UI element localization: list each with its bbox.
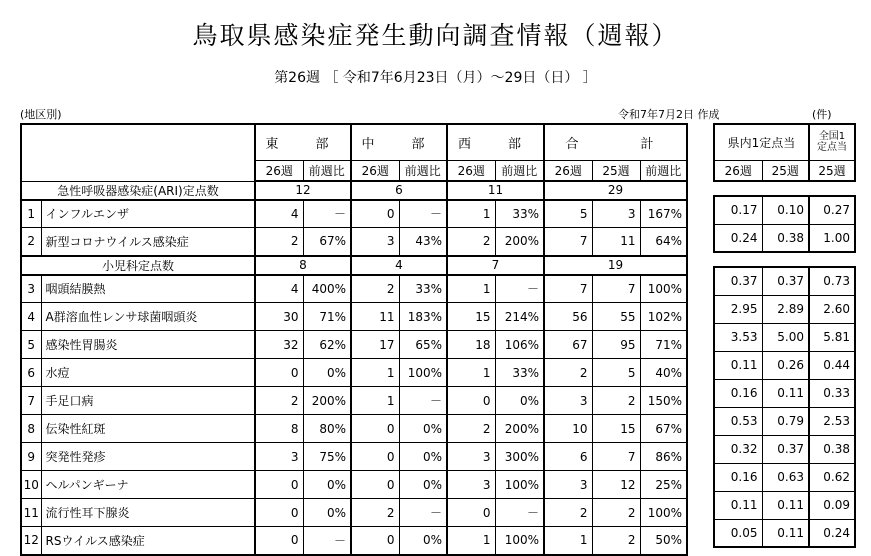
disease-number: 6 [21, 359, 41, 387]
pref-per-sentinel-26: 0.05 [714, 519, 762, 547]
national-per-sentinel-25: 1.00 [809, 224, 855, 252]
national-per-sentinel-25: 0.33 [809, 379, 855, 407]
disease-row [21, 471, 687, 499]
central-count: 11 [351, 303, 399, 331]
total-count-26: 3 [544, 387, 592, 415]
disease-name: 水痘 [41, 359, 255, 387]
side-row [714, 196, 855, 224]
pref-per-sentinel-25: 0.10 [762, 196, 809, 224]
total-ratio: 100% [640, 499, 687, 527]
side-header-national-line1: 全国1 [818, 131, 846, 143]
col-total-ratio: 前週比 [640, 160, 687, 181]
disease-number: 2 [21, 228, 41, 256]
disease-number: 5 [21, 331, 41, 359]
disease-number: 8 [21, 415, 41, 443]
disease-name: 伝染性紅斑 [41, 415, 255, 443]
east-count: 0 [255, 471, 303, 499]
pref-per-sentinel-26: 0.37 [714, 267, 762, 295]
total-ratio: 67% [640, 415, 687, 443]
west-count: 2 [447, 415, 495, 443]
side-header-national-line2: 定点当 [817, 142, 847, 154]
pref-per-sentinel-25: 0.63 [762, 463, 809, 491]
disease-number: 11 [21, 499, 41, 527]
regional-table [20, 123, 688, 556]
east-ratio: 200% [303, 387, 351, 415]
disease-row [21, 303, 687, 331]
disease-name: 流行性耳下腺炎 [41, 499, 255, 527]
national-per-sentinel-25: 0.27 [809, 196, 855, 224]
col-total-26: 26週 [544, 160, 592, 181]
pref-per-sentinel-25: 5.00 [762, 323, 809, 351]
disease-name: インフルエンザ [41, 200, 255, 228]
disease-row [21, 527, 687, 555]
central-ratio: 33% [399, 275, 447, 303]
side-row [714, 519, 855, 547]
side-row [714, 463, 855, 491]
total-count-26: 5 [544, 200, 592, 228]
disease-name: 咽頭結膜熱 [41, 275, 255, 303]
west-count: 3 [447, 471, 495, 499]
side-row [714, 295, 855, 323]
pref-per-sentinel-25: 0.37 [762, 435, 809, 463]
pref-per-sentinel-26: 0.32 [714, 435, 762, 463]
total-ratio: 86% [640, 443, 687, 471]
report-title: 鳥取県感染症発生動向調査情報（週報） [192, 21, 679, 50]
side-row [714, 407, 855, 435]
west-ratio: 33% [495, 200, 544, 228]
west-ratio: 300% [495, 443, 544, 471]
east-count: 0 [255, 359, 303, 387]
central-count: 2 [351, 275, 399, 303]
east-count: 32 [255, 331, 303, 359]
pref-per-sentinel-26: 0.16 [714, 463, 762, 491]
corner-cell [21, 124, 255, 181]
central-count: 2 [351, 499, 399, 527]
disease-row [21, 415, 687, 443]
disease-row [21, 228, 687, 256]
total-count-25: 2 [592, 527, 640, 555]
disease-number: 12 [21, 527, 41, 555]
east-ratio: 71% [303, 303, 351, 331]
disease-number: 1 [21, 200, 41, 228]
east-ratio: 0% [303, 359, 351, 387]
sentinel-count-east: 12 [255, 181, 351, 200]
section-name: 急性呼吸器感染症(ARI)定点数 [21, 181, 255, 200]
west-count: 1 [447, 527, 495, 555]
sentinel-count-west: 11 [447, 181, 544, 200]
total-ratio: 71% [640, 331, 687, 359]
national-per-sentinel-25: 2.60 [809, 295, 855, 323]
total-count-25: 11 [592, 228, 640, 256]
pref-per-sentinel-25: 0.37 [762, 267, 809, 295]
col-west-26: 26週 [447, 160, 495, 181]
east-count: 2 [255, 228, 303, 256]
national-per-sentinel-25: 2.53 [809, 407, 855, 435]
disease-number: 10 [21, 471, 41, 499]
total-count-26: 2 [544, 359, 592, 387]
disease-row [21, 359, 687, 387]
west-ratio: 33% [495, 359, 544, 387]
central-count: 1 [351, 387, 399, 415]
east-count: 3 [255, 443, 303, 471]
disease-row [21, 499, 687, 527]
side-row [714, 351, 855, 379]
region-label: (地区別) [20, 108, 62, 121]
central-count: 1 [351, 359, 399, 387]
total-ratio: 102% [640, 303, 687, 331]
west-ratio: 100% [495, 471, 544, 499]
east-count: 8 [255, 415, 303, 443]
east-ratio: 75% [303, 443, 351, 471]
central-count: 0 [351, 200, 399, 228]
pref-per-sentinel-25: 0.79 [762, 407, 809, 435]
total-ratio: 50% [640, 527, 687, 555]
disease-name: A群溶血性レンサ球菌咽頭炎 [41, 303, 255, 331]
west-count: 1 [447, 200, 495, 228]
west-count: 3 [447, 443, 495, 471]
side-spacer-cell [714, 252, 855, 267]
col-central-26: 26週 [351, 160, 399, 181]
side-header-pref: 県内1定点当 [714, 124, 809, 160]
col-east-26: 26週 [255, 160, 303, 181]
west-ratio: － [495, 275, 544, 303]
total-count-25: 95 [592, 331, 640, 359]
total-count-25: 15 [592, 415, 640, 443]
section-name: 小児科定点数 [21, 256, 255, 275]
disease-name: ヘルパンギーナ [41, 471, 255, 499]
pref-per-sentinel-26: 0.24 [714, 224, 762, 252]
sentinel-count-total: 29 [544, 181, 687, 200]
east-ratio: 62% [303, 331, 351, 359]
central-ratio: 0% [399, 415, 447, 443]
total-ratio: 40% [640, 359, 687, 387]
section-header-row [21, 256, 687, 275]
west-count: 0 [447, 387, 495, 415]
east-count: 30 [255, 303, 303, 331]
region-header-total: 合 計 [544, 124, 687, 160]
east-count: 4 [255, 200, 303, 228]
total-count-26: 7 [544, 228, 592, 256]
side-section-spacer [714, 181, 855, 196]
national-per-sentinel-25: 0.24 [809, 519, 855, 547]
central-ratio: 43% [399, 228, 447, 256]
total-ratio: 64% [640, 228, 687, 256]
national-per-sentinel-25: 0.44 [809, 351, 855, 379]
east-count: 0 [255, 499, 303, 527]
side-col-25: 25週 [762, 160, 809, 181]
east-ratio: 0% [303, 471, 351, 499]
pref-per-sentinel-26: 0.11 [714, 491, 762, 519]
disease-name: 突発性発疹 [41, 443, 255, 471]
national-per-sentinel-25: 5.81 [809, 323, 855, 351]
east-ratio: 0% [303, 499, 351, 527]
west-count: 0 [447, 499, 495, 527]
national-per-sentinel-25: 0.73 [809, 267, 855, 295]
central-count: 0 [351, 443, 399, 471]
pref-per-sentinel-25: 0.11 [762, 491, 809, 519]
disease-number: 9 [21, 443, 41, 471]
report-period: 第26週 ［ 令和7年6月23日（月）～29日（日） ］ [274, 70, 597, 86]
region-header-east: 東 部 [255, 124, 351, 160]
west-ratio: 200% [495, 228, 544, 256]
west-count: 2 [447, 228, 495, 256]
central-ratio: 0% [399, 527, 447, 555]
pref-per-sentinel-25: 0.11 [762, 379, 809, 407]
total-count-26: 67 [544, 331, 592, 359]
central-ratio: － [399, 387, 447, 415]
east-ratio: － [303, 527, 351, 555]
disease-number: 7 [21, 387, 41, 415]
col-east-ratio: 前週比 [303, 160, 351, 181]
pref-per-sentinel-25: 0.26 [762, 351, 809, 379]
total-count-25: 2 [592, 499, 640, 527]
disease-row [21, 275, 687, 303]
central-ratio: 183% [399, 303, 447, 331]
total-count-25: 12 [592, 471, 640, 499]
total-count-25: 7 [592, 275, 640, 303]
total-ratio: 167% [640, 200, 687, 228]
central-ratio: 65% [399, 331, 447, 359]
disease-row [21, 200, 687, 228]
pref-per-sentinel-25: 0.11 [762, 519, 809, 547]
pref-per-sentinel-26: 0.17 [714, 196, 762, 224]
side-row [714, 323, 855, 351]
disease-name: 新型コロナウイルス感染症 [41, 228, 255, 256]
total-count-26: 2 [544, 499, 592, 527]
side-row [714, 435, 855, 463]
disease-row [21, 443, 687, 471]
total-ratio: 100% [640, 275, 687, 303]
central-ratio: 0% [399, 471, 447, 499]
west-ratio: － [495, 499, 544, 527]
west-ratio: 200% [495, 415, 544, 443]
pref-per-sentinel-26: 0.16 [714, 379, 762, 407]
west-count: 15 [447, 303, 495, 331]
west-count: 18 [447, 331, 495, 359]
west-ratio: 0% [495, 387, 544, 415]
side-col-26: 26週 [714, 160, 762, 181]
sentinel-count-central: 4 [351, 256, 447, 275]
west-ratio: 106% [495, 331, 544, 359]
central-count: 0 [351, 527, 399, 555]
pref-per-sentinel-26: 0.11 [714, 351, 762, 379]
east-ratio: 80% [303, 415, 351, 443]
west-ratio: 100% [495, 527, 544, 555]
central-ratio: 100% [399, 359, 447, 387]
side-row [714, 491, 855, 519]
pref-per-sentinel-26: 2.95 [714, 295, 762, 323]
side-row [714, 224, 855, 252]
side-row [714, 267, 855, 295]
created-date: 令和7年7月2日 作成 [618, 108, 720, 121]
disease-name: RSウイルス感染症 [41, 527, 255, 555]
total-count-25: 5 [592, 359, 640, 387]
total-ratio: 150% [640, 387, 687, 415]
total-count-26: 7 [544, 275, 592, 303]
pref-per-sentinel-25: 2.89 [762, 295, 809, 323]
side-section-spacer [714, 252, 855, 267]
central-count: 0 [351, 471, 399, 499]
disease-number: 3 [21, 275, 41, 303]
sentinel-count-central: 6 [351, 181, 447, 200]
disease-name: 感染性胃腸炎 [41, 331, 255, 359]
total-count-25: 3 [592, 200, 640, 228]
unit-label: (件) [812, 108, 832, 121]
east-ratio: 67% [303, 228, 351, 256]
pref-per-sentinel-26: 3.53 [714, 323, 762, 351]
side-col-nat-25: 25週 [809, 160, 855, 181]
disease-row [21, 331, 687, 359]
central-ratio: － [399, 499, 447, 527]
region-header-west: 西 部 [447, 124, 544, 160]
pref-per-sentinel-26: 0.53 [714, 407, 762, 435]
col-central-ratio: 前週比 [399, 160, 447, 181]
total-count-25: 55 [592, 303, 640, 331]
central-ratio: 0% [399, 443, 447, 471]
sentinel-count-east: 8 [255, 256, 351, 275]
west-count: 1 [447, 359, 495, 387]
east-count: 0 [255, 527, 303, 555]
side-header-national [809, 124, 855, 160]
disease-number: 4 [21, 303, 41, 331]
sentinel-count-total: 19 [544, 256, 687, 275]
total-count-25: 2 [592, 387, 640, 415]
central-count: 3 [351, 228, 399, 256]
section-header-row [21, 181, 687, 200]
total-count-26: 10 [544, 415, 592, 443]
side-row [714, 379, 855, 407]
west-count: 1 [447, 275, 495, 303]
central-count: 17 [351, 331, 399, 359]
total-ratio: 25% [640, 471, 687, 499]
west-ratio: 214% [495, 303, 544, 331]
east-count: 2 [255, 387, 303, 415]
central-count: 0 [351, 415, 399, 443]
col-west-ratio: 前週比 [495, 160, 544, 181]
east-count: 4 [255, 275, 303, 303]
disease-row [21, 387, 687, 415]
central-ratio: － [399, 200, 447, 228]
total-count-26: 56 [544, 303, 592, 331]
disease-name: 手足口病 [41, 387, 255, 415]
national-per-sentinel-25: 0.62 [809, 463, 855, 491]
national-per-sentinel-25: 0.38 [809, 435, 855, 463]
side-spacer-cell [714, 181, 855, 196]
per-sentinel-table [713, 123, 856, 548]
total-count-26: 6 [544, 443, 592, 471]
east-ratio: － [303, 200, 351, 228]
col-total-25: 25週 [592, 160, 640, 181]
total-count-25: 7 [592, 443, 640, 471]
east-ratio: 400% [303, 275, 351, 303]
national-per-sentinel-25: 0.09 [809, 491, 855, 519]
total-count-26: 1 [544, 527, 592, 555]
total-count-26: 3 [544, 471, 592, 499]
pref-per-sentinel-25: 0.38 [762, 224, 809, 252]
region-header-central: 中 部 [351, 124, 447, 160]
sentinel-count-west: 7 [447, 256, 544, 275]
